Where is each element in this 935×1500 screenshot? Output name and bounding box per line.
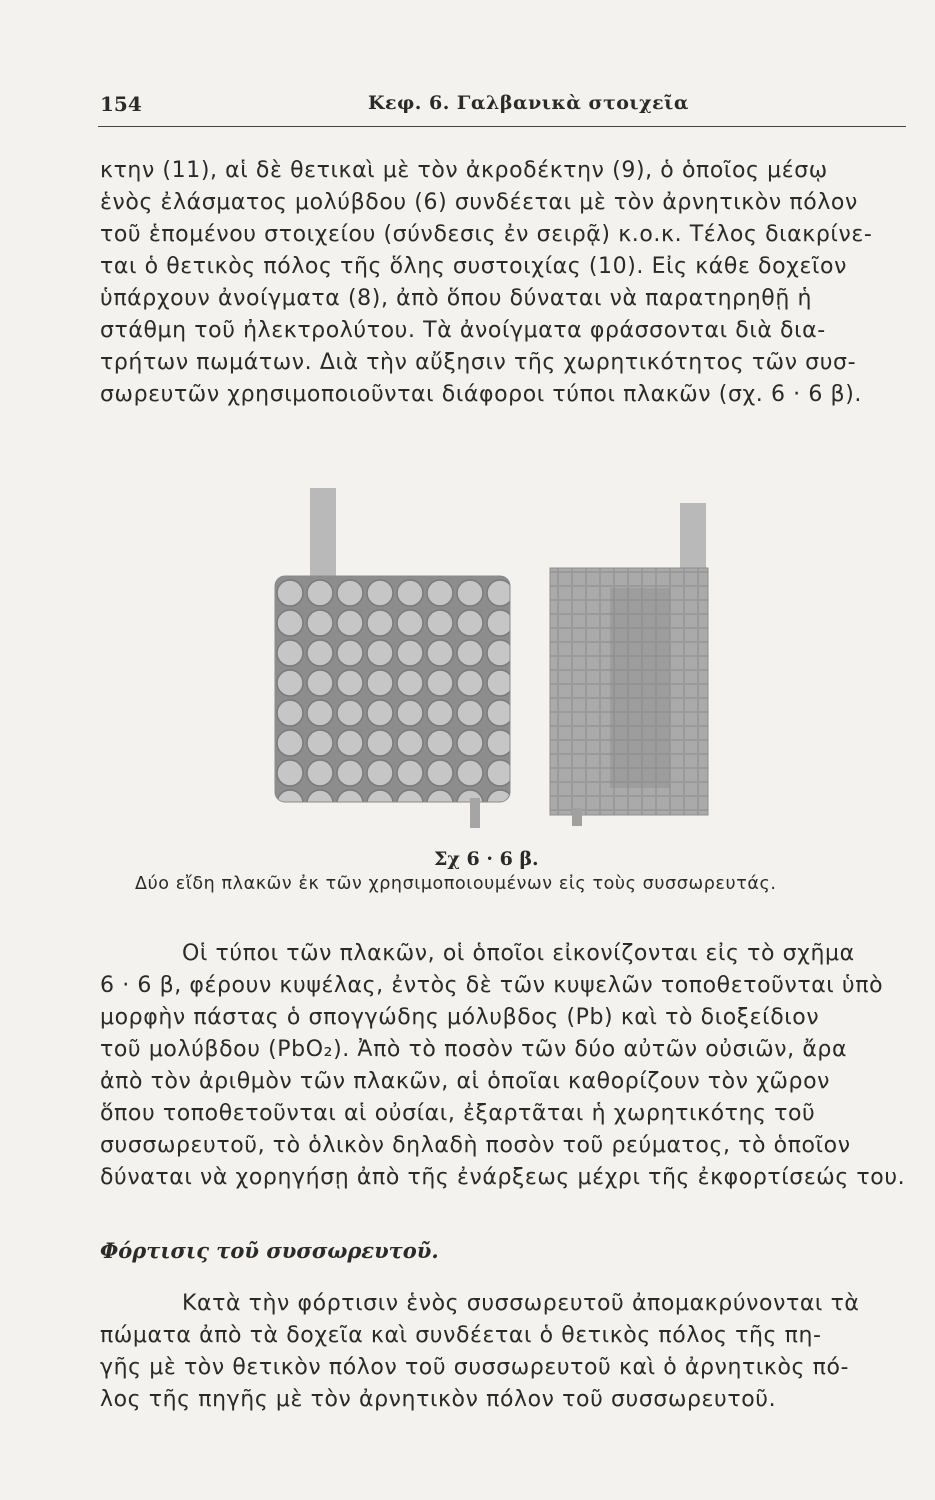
header-rule	[98, 126, 906, 127]
text-line: γῆς μὲ τὸν θετικὸν πόλον τοῦ συσσωρευτοῦ καὶ ὁ ἀρνητικὸς πό-	[100, 1355, 850, 1380]
paragraph-3	[100, 1288, 918, 1416]
paragraph-1	[100, 155, 918, 411]
running-head: Κεφ. 6. Γαλβανικὰ στοιχεῖα	[368, 92, 689, 114]
text-line: ἀπὸ τὸν ἀριθμὸν τῶν πλακῶν, αἱ ὁποῖαι καθορίζουν τὸν χῶρον	[100, 1069, 831, 1094]
text-line: Οἱ τύποι τῶν πλακῶν, οἱ ὁποῖοι εἰκονίζονται εἰς τὸ σχῆμα	[182, 941, 855, 966]
text-line: τοῦ μολύβδου (PbO₂). Ἀπὸ τὸ ποσὸν τῶν δύο αὐτῶν οὐσιῶν, ἄρα	[100, 1037, 848, 1062]
right-plate	[550, 503, 708, 826]
text-line: 6 · 6 β, φέρουν κυψέλας, ἐντὸς δὲ τῶν κυψελῶν τοποθετοῦνται ὑπὸ	[100, 973, 884, 998]
text-line: ἑνὸς ἐλάσματος μολύβδου (6) συνδέεται μὲ τὸν ἀρνητικὸν πόλον	[100, 190, 858, 215]
battery-plates-illustration	[250, 488, 710, 833]
text-line: ται ὁ θετικὸς πόλος τῆς ὅλης συστοιχίας (10). Εἰς κάθε δοχεῖον	[100, 254, 847, 279]
paragraph-2	[100, 938, 918, 1194]
section-heading: Φόρτισις τοῦ συσσωρευτοῦ.	[100, 1238, 439, 1263]
text-line: τοῦ ἑπομένου στοιχείου (σύνδεσις ἐν σειρᾷ) κ.ο.κ. Τέλος διακρίνε-	[100, 222, 873, 247]
text-line: Κατὰ τὴν φόρτισιν ἑνὸς συσσωρευτοῦ ἀπομακρύνονται τὰ	[182, 1291, 860, 1316]
text-line: πώματα ἀπὸ τὰ δοχεῖα καὶ συνδέεται ὁ θετικὸς πόλος τῆς πη-	[100, 1323, 822, 1348]
text-line: κτην (11), αἱ δὲ θετικαὶ μὲ τὸν ἀκροδέκτην (9), ὁ ὁποῖος μέσῳ	[100, 158, 828, 183]
text-line: δύναται νὰ χορηγήσῃ ἀπὸ τῆς ἐνάρξεως μέχρι τῆς ἐκφορτίσεώς του.	[100, 1165, 906, 1190]
text-line: ὅπου τοποθετοῦνται αἱ οὐσίαι, ἐξαρτᾶται ἡ χωρητικότης τοῦ	[100, 1101, 816, 1126]
figure-number: Σχ 6 · 6 β.	[434, 848, 539, 870]
left-plate	[275, 488, 510, 828]
figure-caption: Δύο εἴδη πλακῶν ἐκ τῶν χρησιμοποιουμένων εἰς τοὺς συσσωρευτάς.	[135, 874, 777, 894]
text-line: τρήτων πωμάτων. Διὰ τὴν αὔξησιν τῆς χωρητικότητος τῶν συσ-	[100, 350, 857, 375]
text-line: ὑπάρχουν ἀνοίγματα (8), ἀπὸ ὅπου δύναται νὰ παρατηρηθῇ ἡ	[100, 286, 813, 311]
text-line: συσσωρευτοῦ, τὸ ὁλικὸν δηλαδὴ ποσὸν τοῦ ρεύματος, τὸ ὁποῖον	[100, 1133, 851, 1158]
text-line: στάθμη τοῦ ἠλεκτρολύτου. Τὰ ἀνοίγματα φράσσονται διὰ δια-	[100, 318, 826, 343]
page-number: 154	[100, 92, 142, 116]
figure-battery-plates	[250, 488, 710, 833]
text-line: λος τῆς πηγῆς μὲ τὸν ἀρνητικὸν πόλον τοῦ συσσωρευτοῦ.	[100, 1387, 777, 1412]
text-line: σωρευτῶν χρησιμοποιοῦνται διάφοροι τύποι πλακῶν (σχ. 6 · 6 β).	[100, 382, 862, 407]
text-line: μορφὴν πάστας ὁ σπογγώδης μόλυβδος (Pb) καὶ τὸ διοξείδιον	[100, 1005, 820, 1030]
